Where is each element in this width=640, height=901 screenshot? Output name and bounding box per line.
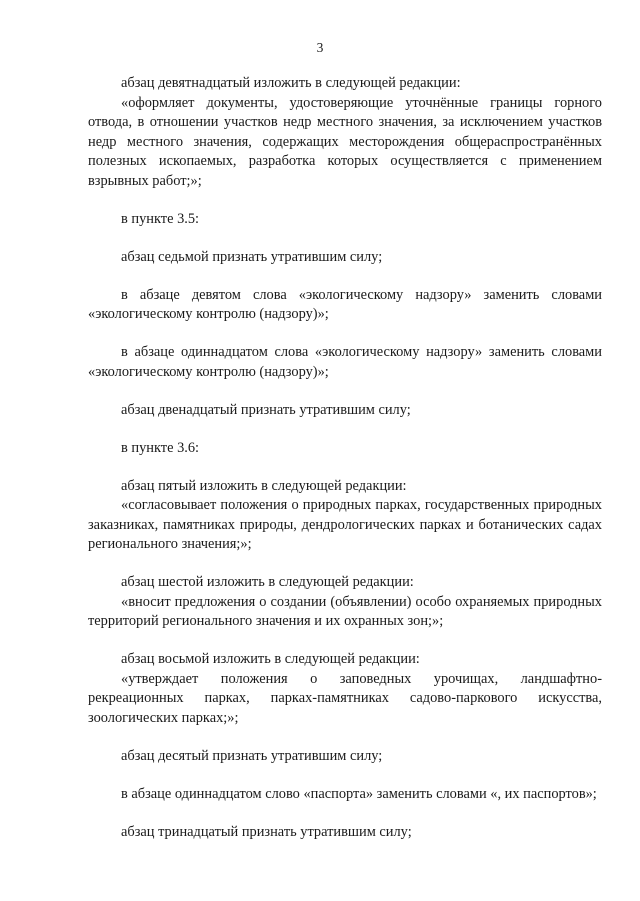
amendment-instruction: абзац тринадцатый признать утратившим силу;: [121, 823, 412, 840]
section-reference: в пункте 3.6:: [121, 439, 200, 456]
amendment-instruction: абзац седьмой признать утратившим силу;: [121, 248, 383, 265]
amendment-text: «согласовывает положения о природных парках, государственных природных заказниках, памятниках природы, дендрологических парках и ботанических садах регионального значения;»;: [88, 497, 602, 552]
document-body: [88, 74, 602, 861]
amendment-paragraph-8: [88, 650, 602, 728]
amendment-instruction: абзац десятый признать утратившим силу;: [121, 747, 383, 764]
amendment-paragraph-9: [88, 286, 602, 325]
section-heading-3-5: [88, 210, 602, 230]
amendment-paragraph-11: [88, 343, 602, 382]
section-heading-3-6: [88, 439, 602, 459]
amendment-paragraph-10: [88, 747, 602, 767]
amendment-paragraph-5: [88, 477, 602, 555]
amendment-paragraph-19: [88, 74, 602, 191]
amendment-instruction: абзац шестой изложить в следующей редакции:: [121, 574, 414, 590]
amendment-paragraph-13: [88, 823, 602, 843]
amendment-instruction: в абзаце девятом слова «экологическому надзору» заменить словами «экологическому контролю (надзору)»;: [88, 286, 602, 322]
amendment-instruction: абзац пятый изложить в следующей редакции:: [121, 477, 407, 494]
page-number: 3: [316, 40, 324, 55]
amendment-instruction: абзац девятнадцатый изложить в следующей редакции:: [121, 75, 461, 91]
amendment-paragraph-7: [88, 248, 602, 268]
amendment-instruction: абзац восьмой изложить в следующей редакции:: [121, 651, 420, 667]
amendment-text: «вносит предложения о создании (объявлении) особо охраняемых природных территорий регионального значения и их охранных зон;»;: [88, 593, 602, 629]
amendment-paragraph-11-passport: [88, 785, 602, 805]
amendment-paragraph-12: [88, 401, 602, 421]
amendment-instruction: в абзаце одиннадцатом слово «паспорта» заменить словами «, их паспортов»;: [121, 785, 597, 802]
amendment-instruction: абзац двенадцатый признать утратившим силу;: [121, 401, 411, 418]
amendment-text: «утверждает положения о заповедных урочищах, ландшафтно-рекреационных парках, парках-памятниках садово-паркового искусства, зоологических парках;»;: [88, 670, 602, 726]
amendment-paragraph-6: [88, 573, 602, 632]
section-reference: в пункте 3.5:: [121, 210, 200, 227]
amendment-instruction: в абзаце одиннадцатом слова «экологическому надзору» заменить словами «экологическому контролю (надзору)»;: [88, 344, 602, 380]
amendment-text: «оформляет документы, удостоверяющие уточнённые границы горного отвода, в отношении участков недр местного значения, за исключением участков недр местного значения, содержащих месторождения общераспространённых полезных ископаемых, разработка которых осуществляется с применением взрывных работ;»;: [88, 94, 602, 189]
